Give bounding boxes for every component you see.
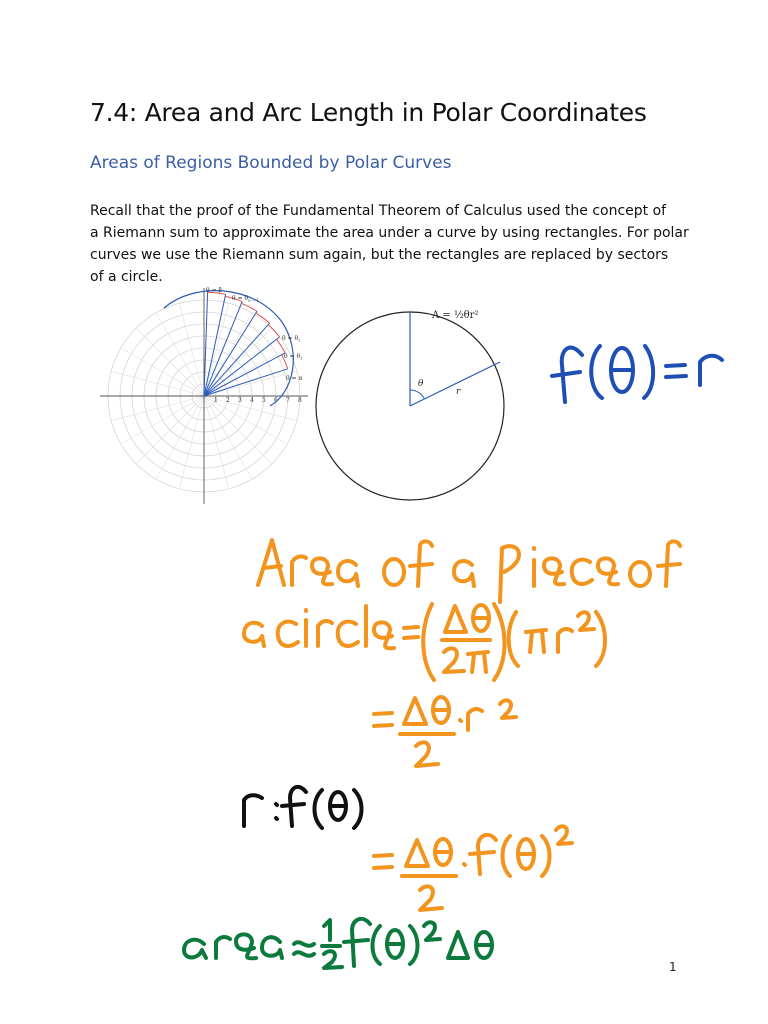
ray-label-beta: θ = β [206, 287, 222, 294]
orange-line-2 [244, 604, 605, 680]
tick-label: 1 [214, 397, 218, 404]
ray-label-theta-n1: θ = θ [232, 295, 249, 302]
black-equation [244, 787, 362, 828]
paragraph-line: Recall that the proof of the Fundamental Theorem of Calculus used the concept of [90, 203, 667, 219]
tick-label: 8 [298, 397, 302, 404]
ray-label-theta-2-sub: 2 [298, 337, 301, 343]
orange-line-4 [374, 826, 572, 910]
sector-angle-label: θ [418, 379, 424, 389]
tick-label: 6 [274, 397, 278, 404]
tick-label: 2 [226, 397, 230, 404]
paragraph-line: curves we use the Riemann sum again, but the rectangles are replaced by sectors [90, 247, 669, 263]
tick-label: 4 [250, 397, 254, 404]
ray-label-alpha: θ = α [286, 375, 303, 382]
paragraph-line: a Riemann sum to approximate the area under a curve by using rectangles. For polar [90, 225, 689, 241]
section-heading: Areas of Regions Bounded by Polar Curves [90, 153, 452, 173]
green-equation [184, 919, 492, 968]
blue-equation [552, 346, 722, 402]
orange-line-3 [374, 697, 516, 766]
tick-label: 3 [238, 397, 242, 404]
page-number: 1 [669, 960, 677, 974]
page-title: 7.4: Area and Arc Length in Polar Coordinates [90, 98, 647, 127]
ray-label-theta-1-sub: 1 [300, 355, 303, 361]
tick-label: 7 [286, 397, 290, 404]
orange-line-1 [258, 540, 680, 602]
paragraph-line: of a circle. [90, 269, 163, 285]
sector-radius-label: r [456, 387, 461, 397]
tick-label: 5 [262, 397, 266, 404]
ray-label-theta-2: θ = θ [282, 335, 299, 342]
sector-area-formula: A = ½θr² [432, 310, 479, 321]
ray-label-theta-1: θ = θ [284, 353, 301, 360]
ray-label-theta-n1-sub: n − 1 [248, 297, 260, 303]
